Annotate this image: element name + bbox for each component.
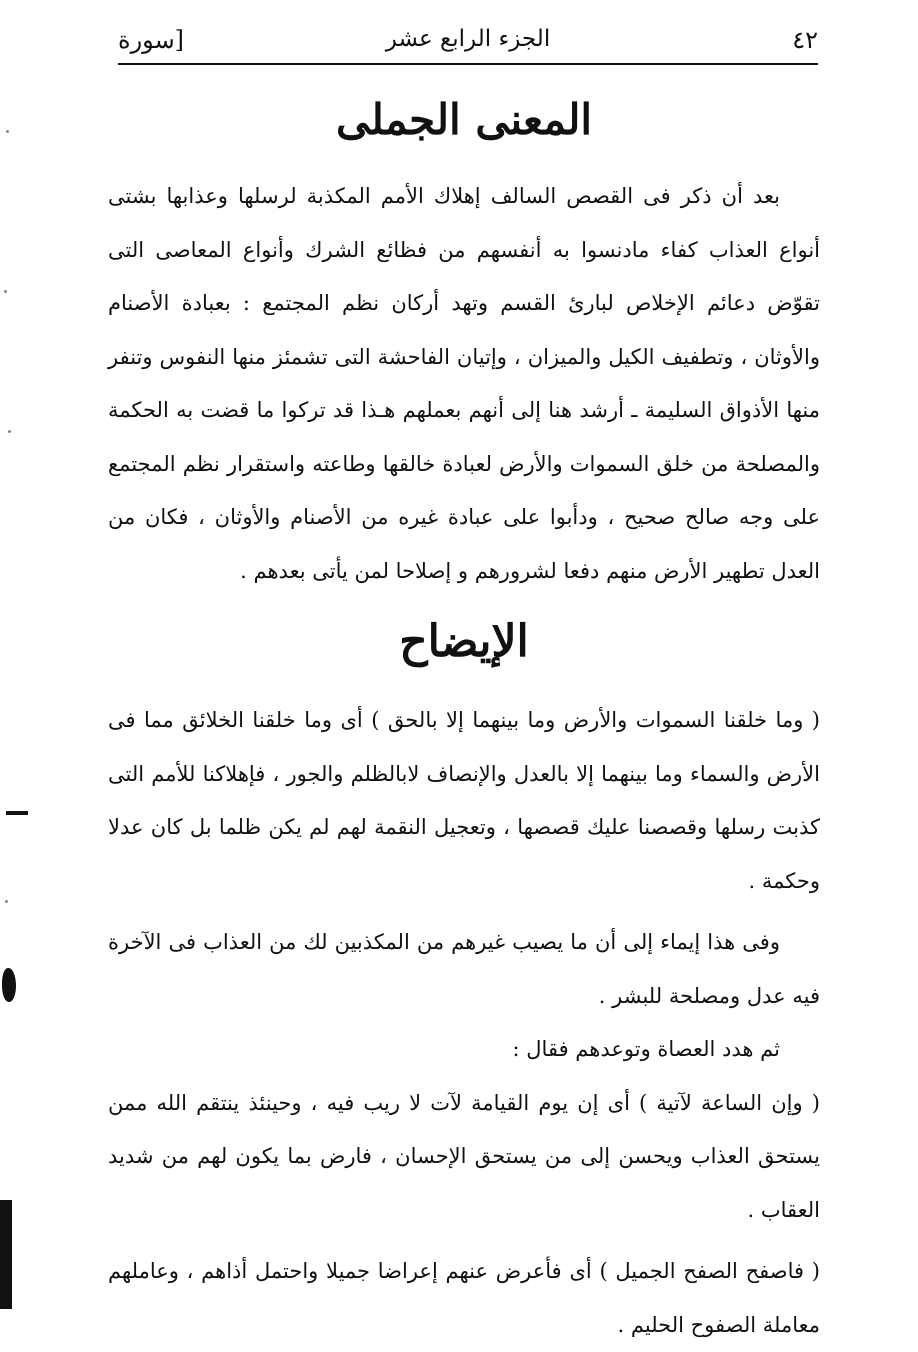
summary-heading: المعنى الجملى <box>335 95 593 144</box>
explanation-paragraph-3: ثم هدد العصاة وتوعدهم فقال : <box>512 1037 780 1061</box>
explanation-paragraph-2: وفى هذا إيماء إلى أن ما يصيب غيرهم من المكذبين لك من العذاب فى الآخرة فيه عدل ومصلحة للبشر . <box>108 930 820 1008</box>
explanation-paragraph-4: ( وإن الساعة لآتية ) أى إن يوم القيامة لآت لا ريب فيه ، وحينئذ ينتقم الله ممن يستحق العذاب ويحسن إلى من يستحق الإحسان ، فارض بما يكون لهم من شديد العقاب . <box>108 1090 820 1222</box>
running-title: الجزء الرابع عشر <box>385 26 551 52</box>
scan-speck <box>8 430 11 433</box>
scan-speck <box>6 130 9 133</box>
ink-blot <box>2 968 16 1002</box>
explanation-paragraph-1: ( وما خلقنا السموات والأرض وما بينهما إلا بالحق ) أى وما خلقنا الخلائق مما فى الأرض والسماء وما بينهما إلا بالعدل والإنصاف لابالظلم والجور ، فإهلاكنا للأمم التى كذبت رسلها وقصصنا عليك قصصها ، وتعجيل النقمة لهم لم يكن ظلما بل كان عدلا وحكمة . <box>108 708 820 893</box>
header-rule <box>118 63 818 65</box>
page-number: ٤٢ <box>792 26 818 54</box>
scan-speck <box>5 900 8 903</box>
page-body <box>108 90 820 1352</box>
binding-edge-shadow <box>0 1200 12 1309</box>
running-header <box>118 22 818 62</box>
scan-speck <box>4 290 7 293</box>
summary-paragraph: بعد أن ذكر فى القصص السالف إهلاك الأمم المكذبة لرسلها وعذابها بشتى أنواع العذاب كفاء مادنسوا به أنفسهم من فظائع الشرك وأنواع المعاصى التى تقوّض دعائم الإخلاص لبارئ القسم وتهد أركان نظم المجتمع : بعبادة الأصنام والأوثان ، وتطفيف الكيل والميزان ، وإتيان الفاحشة التى تشمئز منها النفوس وتنفر منها الأذواق السليمة ـ أرشد هنا إلى أنهم بعملهم هـذا قد تركوا ما قضت به الحكمة والمصلحة من خلق السموات والأرض لعبادة خالقها وطاعته واستقرار نظم المجتمع على وجه صالح صحيح ، ودأبوا على عبادة غيره من الأصنام والأوثان ، فكان من العدل تطهير الأرض منهم دفعا لشرورهم و إصلاحا لمن يأتى بعدهم . <box>108 184 820 583</box>
scan-mark <box>6 811 28 815</box>
explanation-paragraph-5: ( فاصفح الصفح الجميل ) أى فأعرض عنهم إعراضا جميلا واحتمل أذاهم ، وعاملهم معاملة الصفوح الحليم . <box>108 1259 820 1337</box>
explanation-heading: الإيضاح <box>399 616 529 667</box>
surah-label: [سورة <box>118 26 185 54</box>
